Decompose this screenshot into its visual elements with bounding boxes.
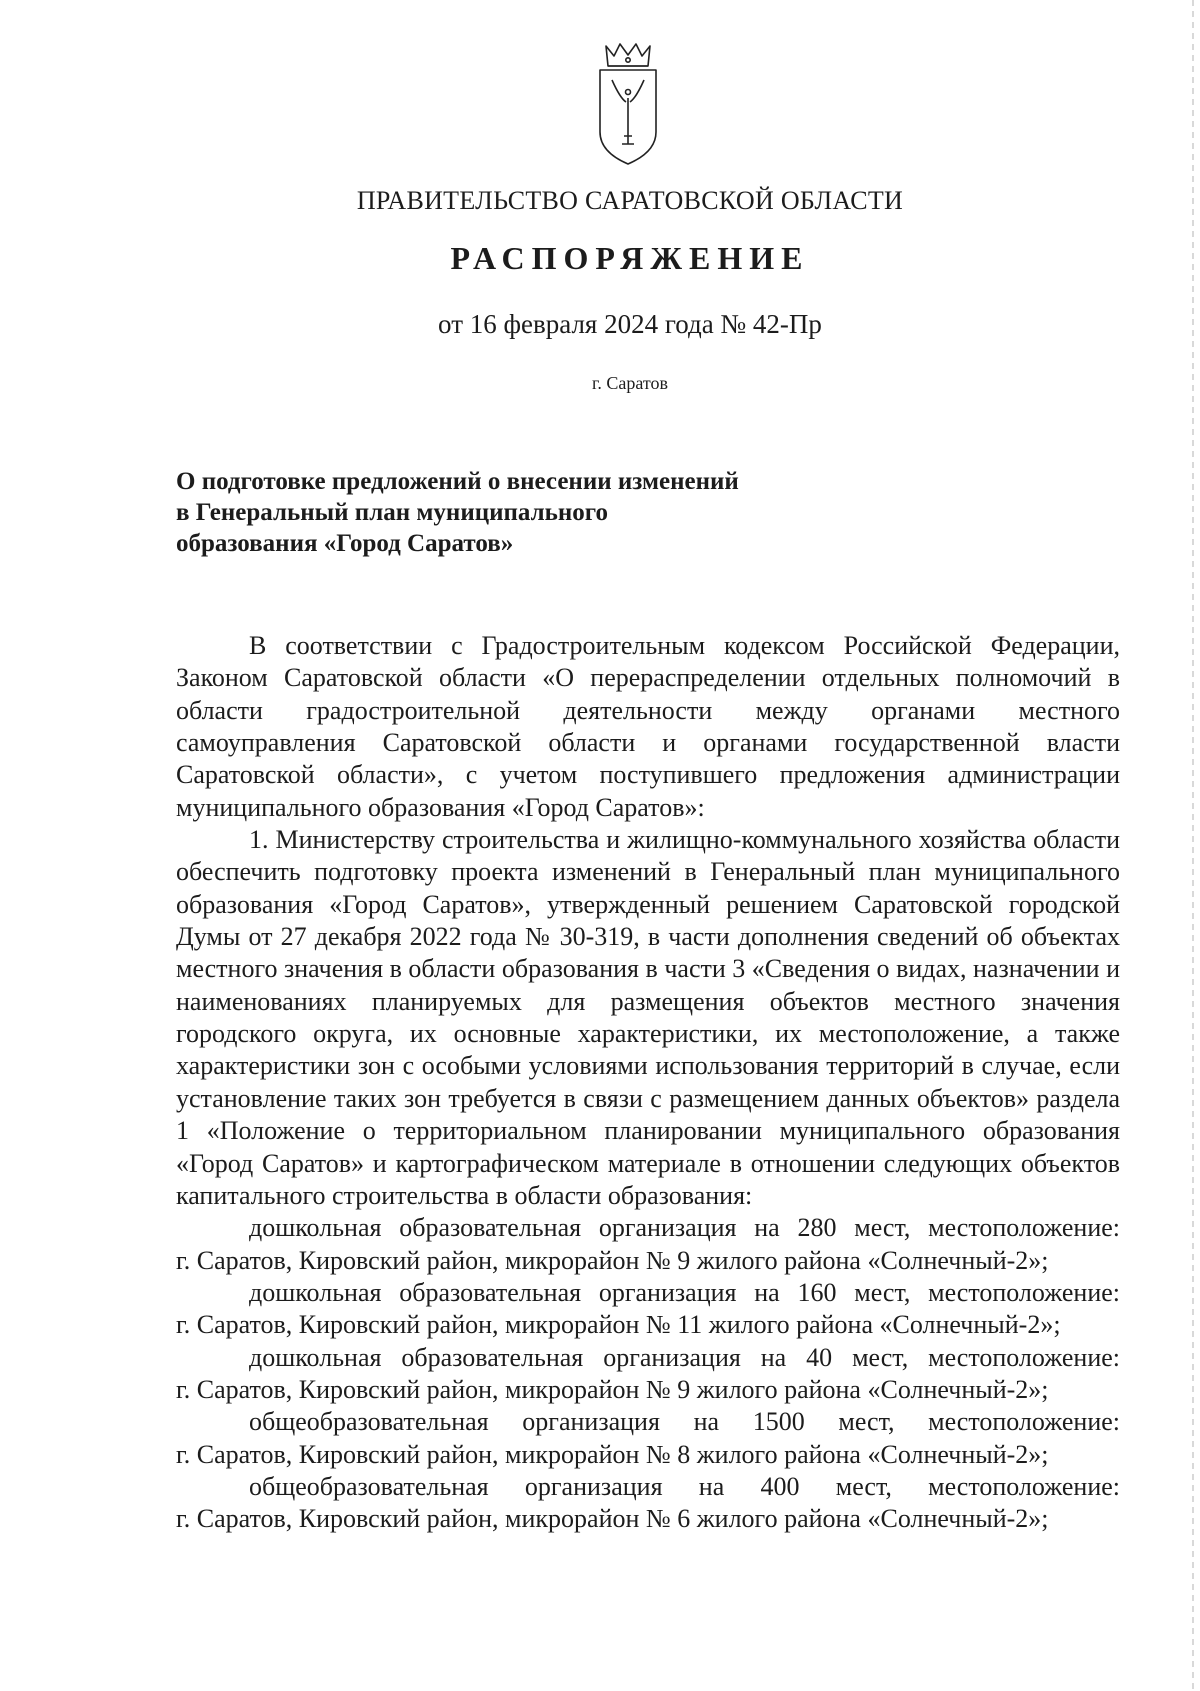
object-address-line: г. Саратов, Кировский район, микрорайон № 6 жилого района «Солнечный-2»; (176, 1504, 1049, 1534)
title-line: в Генеральный план муниципального (176, 499, 609, 526)
object-location-line: дошкольная образовательная организация на 280 мест, местоположение: (249, 1213, 1120, 1243)
scan-edge-divider (1192, 0, 1194, 1691)
document-body (176, 630, 1120, 1536)
issue-city: г. Саратов (592, 373, 668, 393)
document-type: РАСПОРЯЖЕНИЕ (450, 240, 810, 276)
object-address-line: г. Саратов, Кировский район, микрорайон № 9 жилого района «Солнечный-2»; (176, 1245, 1049, 1275)
object-address-line: г. Саратов, Кировский район, микрорайон № 9 жилого района «Солнечный-2»; (176, 1374, 1049, 1404)
saratov-coat-of-arms-icon (592, 40, 664, 168)
object-location-line: дошкольная образовательная организация на 40 мест, местоположение: (249, 1342, 1120, 1372)
preamble-paragraph: В соответствии с Градостроительным кодексом Российской Федерации, Законом Саратовской области «О перераспределении отдельных полномочий в области градостроительной деятельности между органами местного самоуправления Саратовской области и органами государственной власти Саратовской области», с учетом поступившего предложения администрации муниципального образования «Город Саратов»: (176, 631, 1120, 822)
object-address-line: г. Саратов, Кировский район, микрорайон № 8 жилого района «Солнечный-2»; (176, 1439, 1049, 1469)
title-line: образования «Город Саратов» (176, 530, 514, 557)
object-location-line: дошкольная образовательная организация на 160 мест, местоположение: (249, 1277, 1120, 1307)
object-location-line: общеобразовательная организация на 1500 мест, местоположение: (249, 1407, 1120, 1437)
object-location-line: общеобразовательная организация на 400 мест, местоположение: (249, 1471, 1120, 1501)
date-and-number: от 16 февраля 2024 года № 42-Пр (438, 309, 822, 339)
title-line: О подготовке предложений о внесении изменений (176, 468, 739, 495)
document-title (176, 466, 876, 559)
item-1-paragraph: 1. Министерству строительства и жилищно-коммунального хозяйства области обеспечить подготовку проекта изменений в Генеральный план муниципального образования «Город Саратов», утвержденный решением Саратовской городской Думы от 27 декабря 2022 года № 30-319, в части дополнения сведений об объектах местного значения в области образования в части 3 «Сведения о видах, назначении и наименованиях планируемых для размещения объектов местного значения городского округа, их основные характеристики, их местоположение, а также характеристики зон с особыми условиями использования территорий в случае, если установление таких зон требуется в связи с размещением данных объектов» раздела 1 «Положение о территориальном планировании муниципального образования «Город Саратов» и картографическом материале в отношении следующих объектов капитального строительства в области образования: (176, 825, 1120, 1210)
object-address-line: г. Саратов, Кировский район, микрорайон № 11 жилого района «Солнечный-2»; (176, 1310, 1061, 1340)
government-name: ПРАВИТЕЛЬСТВО САРАТОВСКОЙ ОБЛАСТИ (356, 186, 904, 215)
